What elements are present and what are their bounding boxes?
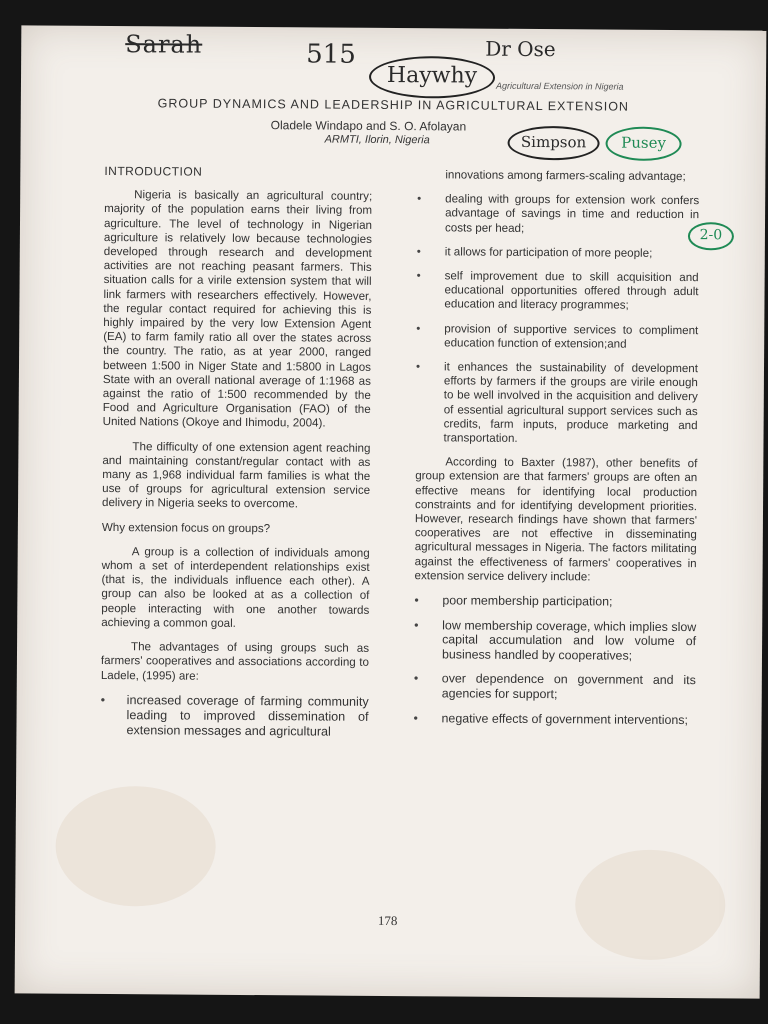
list-item: • provision of supportive services to compliment education function of extension;and [416, 322, 698, 352]
list-item: • over dependence on government and its agencies for support; [414, 672, 696, 703]
article-title: GROUP DYNAMICS AND LEADERSHIP IN AGRICULTURAL EXTENSION [157, 96, 630, 114]
paragraph: Nigeria is basically an agricultural country; majority of the population earns their living from agriculture. The level of technology in Nigerian agriculture is relatively low because technologies developed through research and development activities are not reaching peasant farmers. This situation calls for a virile extension system that will link farmers with researchers effectively. However, the regular contact required for achieving this is highly impaired by the very low Extension Agent (EA) to farm family ratio all over the states across the country. The ratio, as at year 2000, ranged between 1:500 in Niger State and 1:5800 in Lagos State with an overall national average of 1:1968 as against the ratio of 1:500 recommended by the Food and Agriculture Organisation (FAO) of the United Nations (Okoye and Ihimodu, 2004). [102, 188, 373, 430]
document-page [15, 25, 767, 998]
list-item: • low membership coverage, which implies slow capital accumulation and low volume of business handled by cooperatives; [414, 618, 696, 664]
paragraph: The difficulty of one extension agent reaching and maintaining constant/regular contact with as many as 1,968 individual farm families is what the use of groups for agricultural extension service delivery in Nigeria seeks to overcome. [102, 439, 371, 511]
list-item: • negative effects of government interventions; [414, 711, 696, 728]
article-authors: Oladele Windapo and S. O. Afolayan [270, 118, 467, 134]
list-item: • poor membership participation; [414, 593, 696, 610]
subheading: Why extension focus on groups? [101, 520, 271, 535]
section-heading: INTRODUCTION [104, 163, 203, 179]
running-header: Agricultural Extension in Nigeria [495, 80, 624, 92]
left-column [100, 164, 372, 750]
page-number: 178 [377, 912, 398, 929]
list-item: • dealing with groups for extension work confers advantage of savings in time and reduction in costs per head; [417, 192, 699, 237]
bullet-list [414, 593, 697, 727]
handwritten-haywhy: Haywhy [369, 56, 495, 99]
list-item: • increased coverage of farming community leading to improved dissemination of extension messages and agricultural [100, 693, 368, 740]
handwritten-score: 2-0 [688, 222, 734, 250]
bullet-list [100, 693, 368, 740]
article-affiliation: ARMTI, Ilorin, Nigeria [324, 133, 430, 147]
handwritten-pusey: Pusey [605, 126, 681, 161]
right-column [413, 168, 699, 737]
handwritten-name-sarah: Sarah [125, 30, 203, 59]
paragraph: According to Baxter (1987), other benefits of group extension are that farmers' groups are often an effective means for identifying local production constraints and for identifying development priorities. However, research findings have shown that farmers' cooperatives are not effective in disseminating agricultural messages in Nigeria. The factors militating against the effectiveness of farmers' cooperatives in extension service delivery include: [414, 455, 698, 584]
stain [55, 786, 216, 907]
list-item: • self improvement due to skill acquisition and educational opportunities offered through adult education and literacy programmes; [416, 269, 698, 314]
list-item: • it enhances the sustainability of development efforts by farmers if the groups are virile enough to be well involved in the acquisition and delivery of essential agricultural support services such as credits, farm inputs, produce marketing and transportation. [415, 360, 698, 447]
list-item: • it allows for participation of more people; [417, 245, 699, 261]
paragraph-continued: innovations among farmers-scaling advantage; [445, 168, 686, 184]
paragraph: A group is a collection of individuals among whom a set of interdependent relationships exist (that is, the individuals influence each other). A group can also be looked at as a collection of people interacting with one another towards achieving a common goal. [101, 545, 370, 630]
stain [575, 849, 726, 960]
paragraph: The advantages of using groups such as farmers' cooperatives and associations according to Ladele, (1995) are: [100, 640, 370, 683]
handwritten-number: 515 [306, 39, 356, 70]
handwritten-dr-ose: Dr Ose [485, 36, 556, 62]
handwritten-simpson: Simpson [507, 126, 599, 161]
bullet-list [415, 192, 699, 447]
